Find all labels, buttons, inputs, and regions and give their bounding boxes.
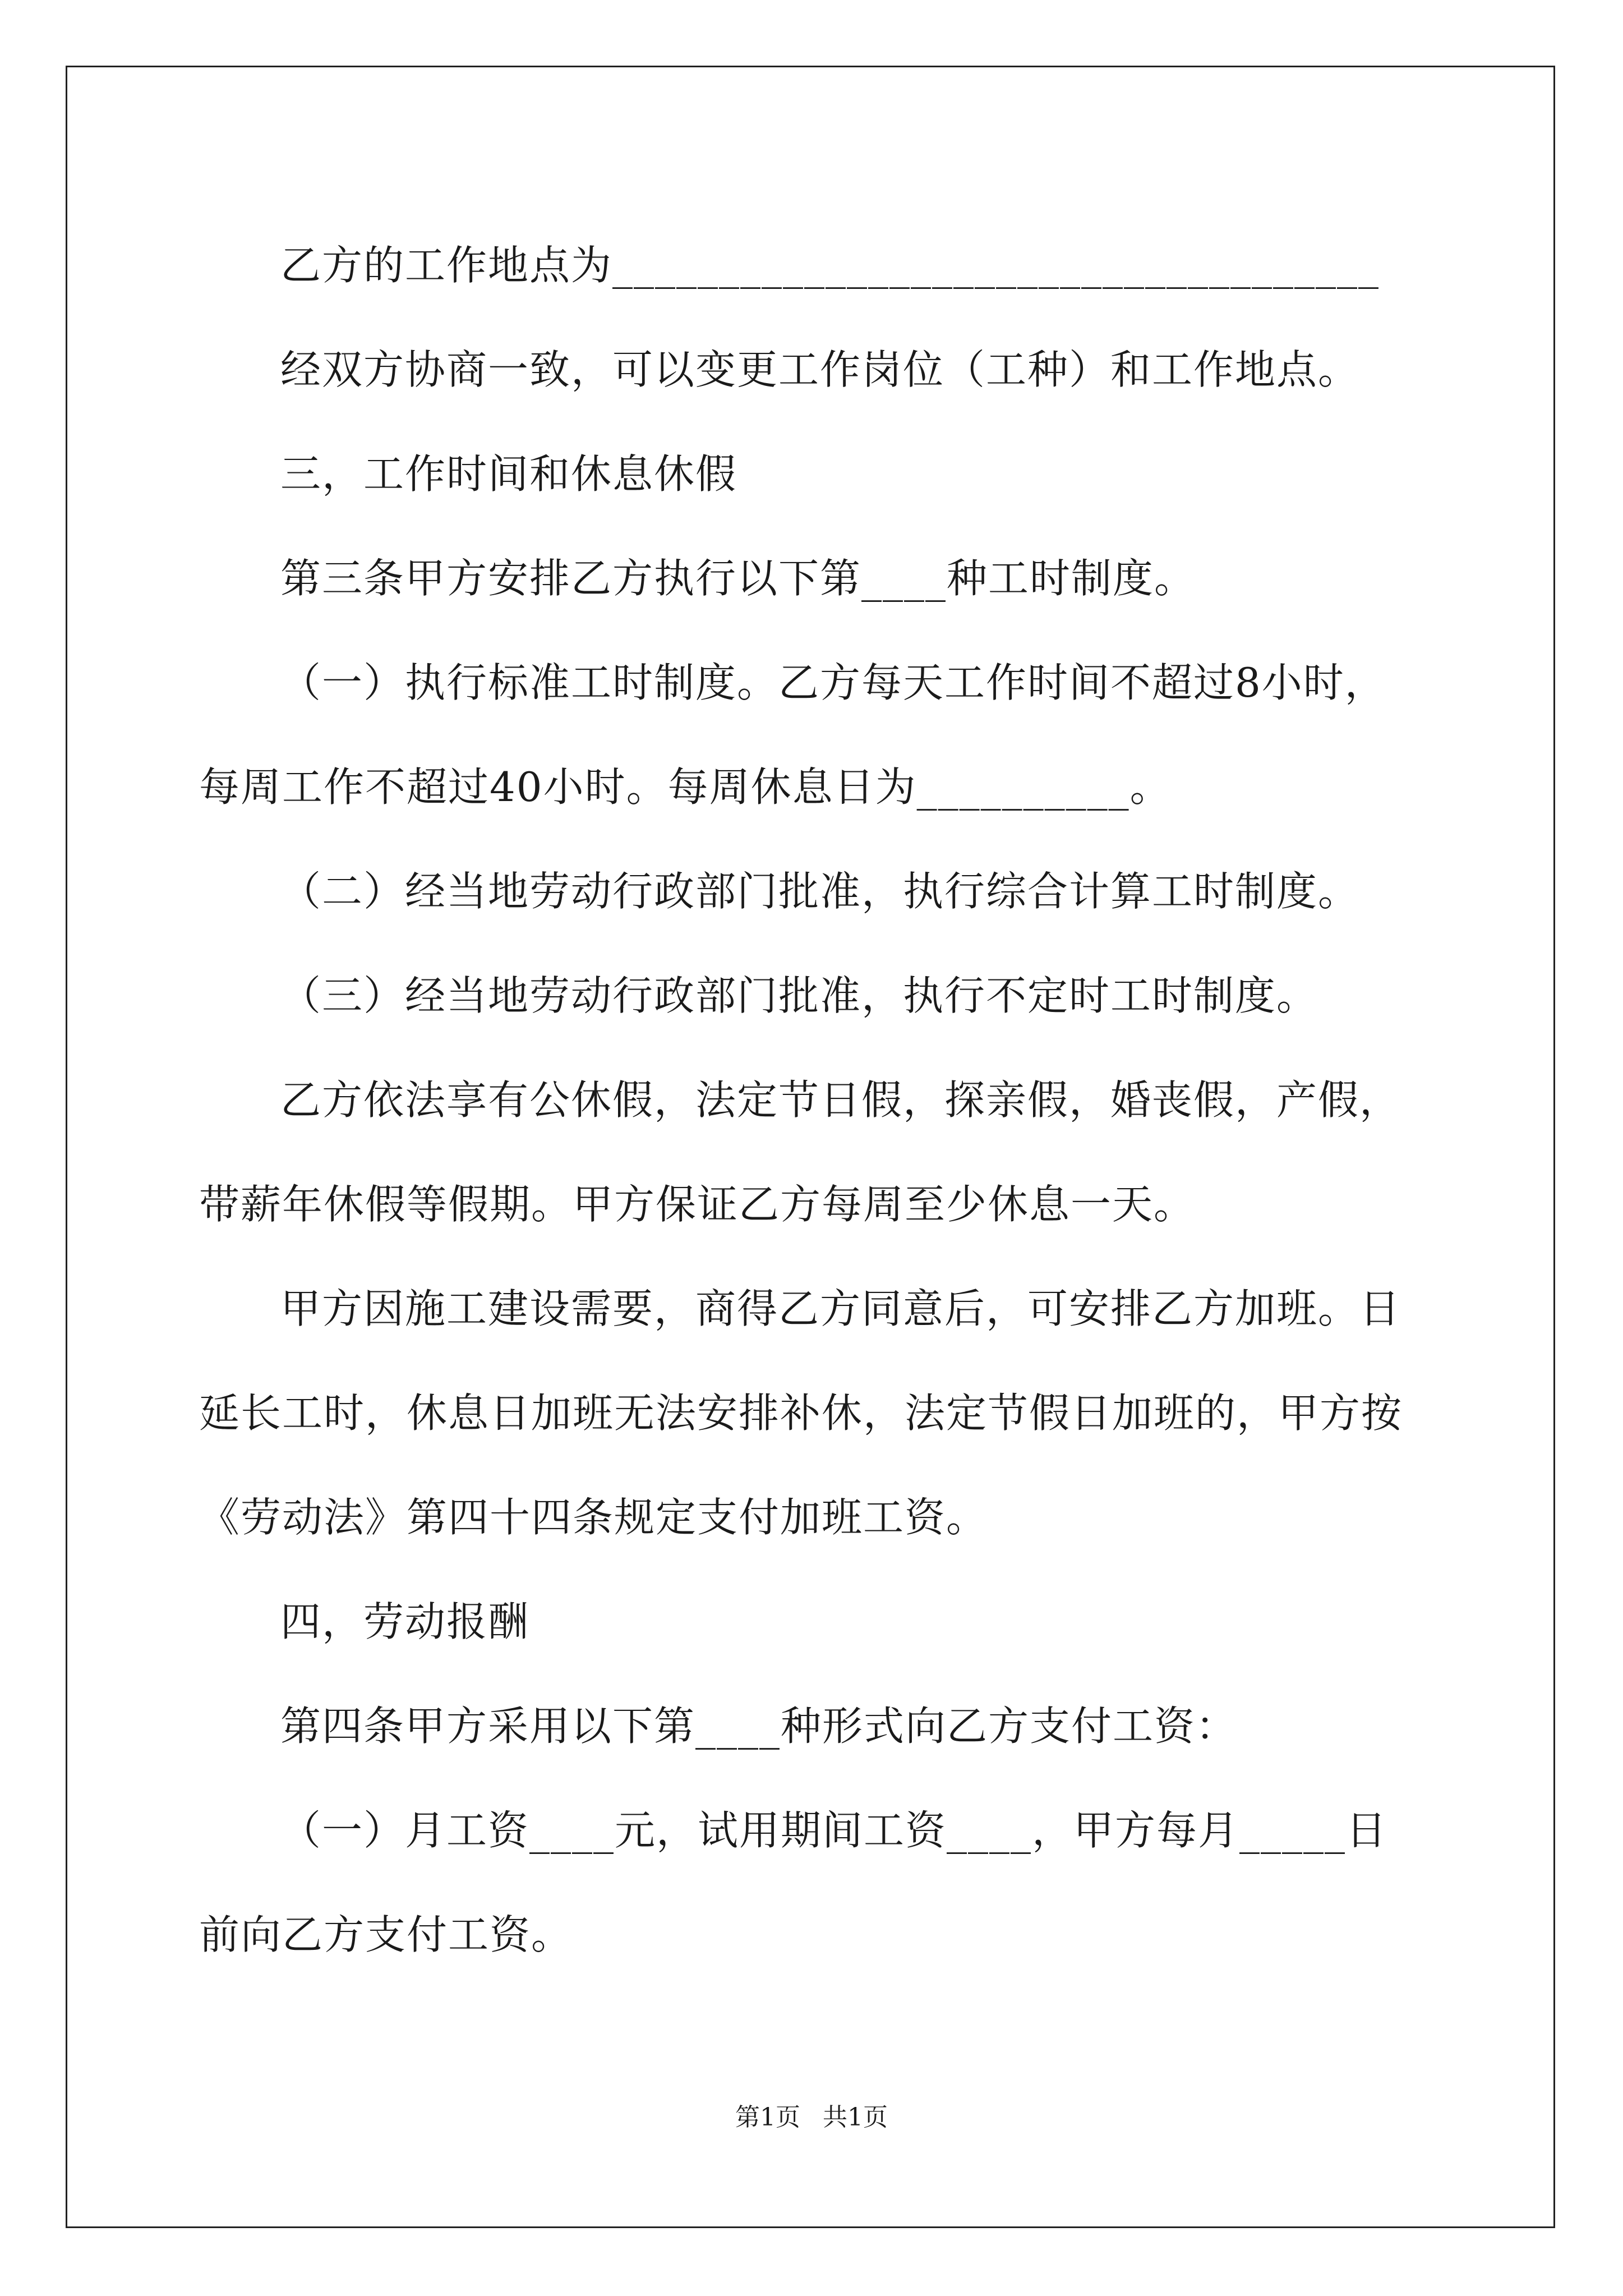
paragraph-monthly-wage: （一）月工资____元，试用期间工资____，甲方每月_____日前向乙方支付工资。 — [199, 1807, 1388, 1958]
page-number: 第1页 — [735, 2103, 800, 2132]
paragraph-work-location: 乙方的工作地点为____________________________________ — [280, 242, 1380, 289]
section-heading-work-hours: 三，工作时间和休息休假 — [280, 450, 737, 498]
paragraph-standard-hours: （一）执行标准工时制度。乙方每天工作时间不超过8小时，每周工作不超过40小时。每周休息日为__________。 — [199, 659, 1386, 811]
section-heading-remuneration: 四，劳动报酬 — [280, 1598, 530, 1645]
page-total: 共1页 — [823, 2103, 888, 2132]
paragraph-comprehensive-hours: （二）经当地劳动行政部门批准，执行综合计算工时制度。 — [280, 868, 1360, 915]
paragraph-overtime: 甲方因施工建设需要，商得乙方同意后，可安排乙方加班。日延长工时，休息日加班无法安排补休，法定节假日加班的，甲方按《劳动法》第四十四条规定支付加班工资。 — [199, 1285, 1403, 1541]
paragraph-article-4: 第四条甲方采用以下第____种形式向乙方支付工资： — [280, 1703, 1238, 1750]
paragraph-change-position: 经双方协商一致，可以变更工作岗位（工种）和工作地点。 — [280, 346, 1360, 393]
page-footer — [0, 2101, 1623, 2134]
paragraph-holidays: 乙方依法享有公休假，法定节日假，探亲假，婚丧假，产假，带薪年休假等假期。甲方保证乙方每周至少休息一天。 — [199, 1076, 1401, 1228]
paragraph-flexible-hours: （三）经当地劳动行政部门批准，执行不定时工时制度。 — [280, 972, 1318, 1019]
paragraph-article-3: 第三条甲方安排乙方执行以下第____种工时制度。 — [280, 555, 1196, 602]
document-body — [199, 213, 1422, 1987]
